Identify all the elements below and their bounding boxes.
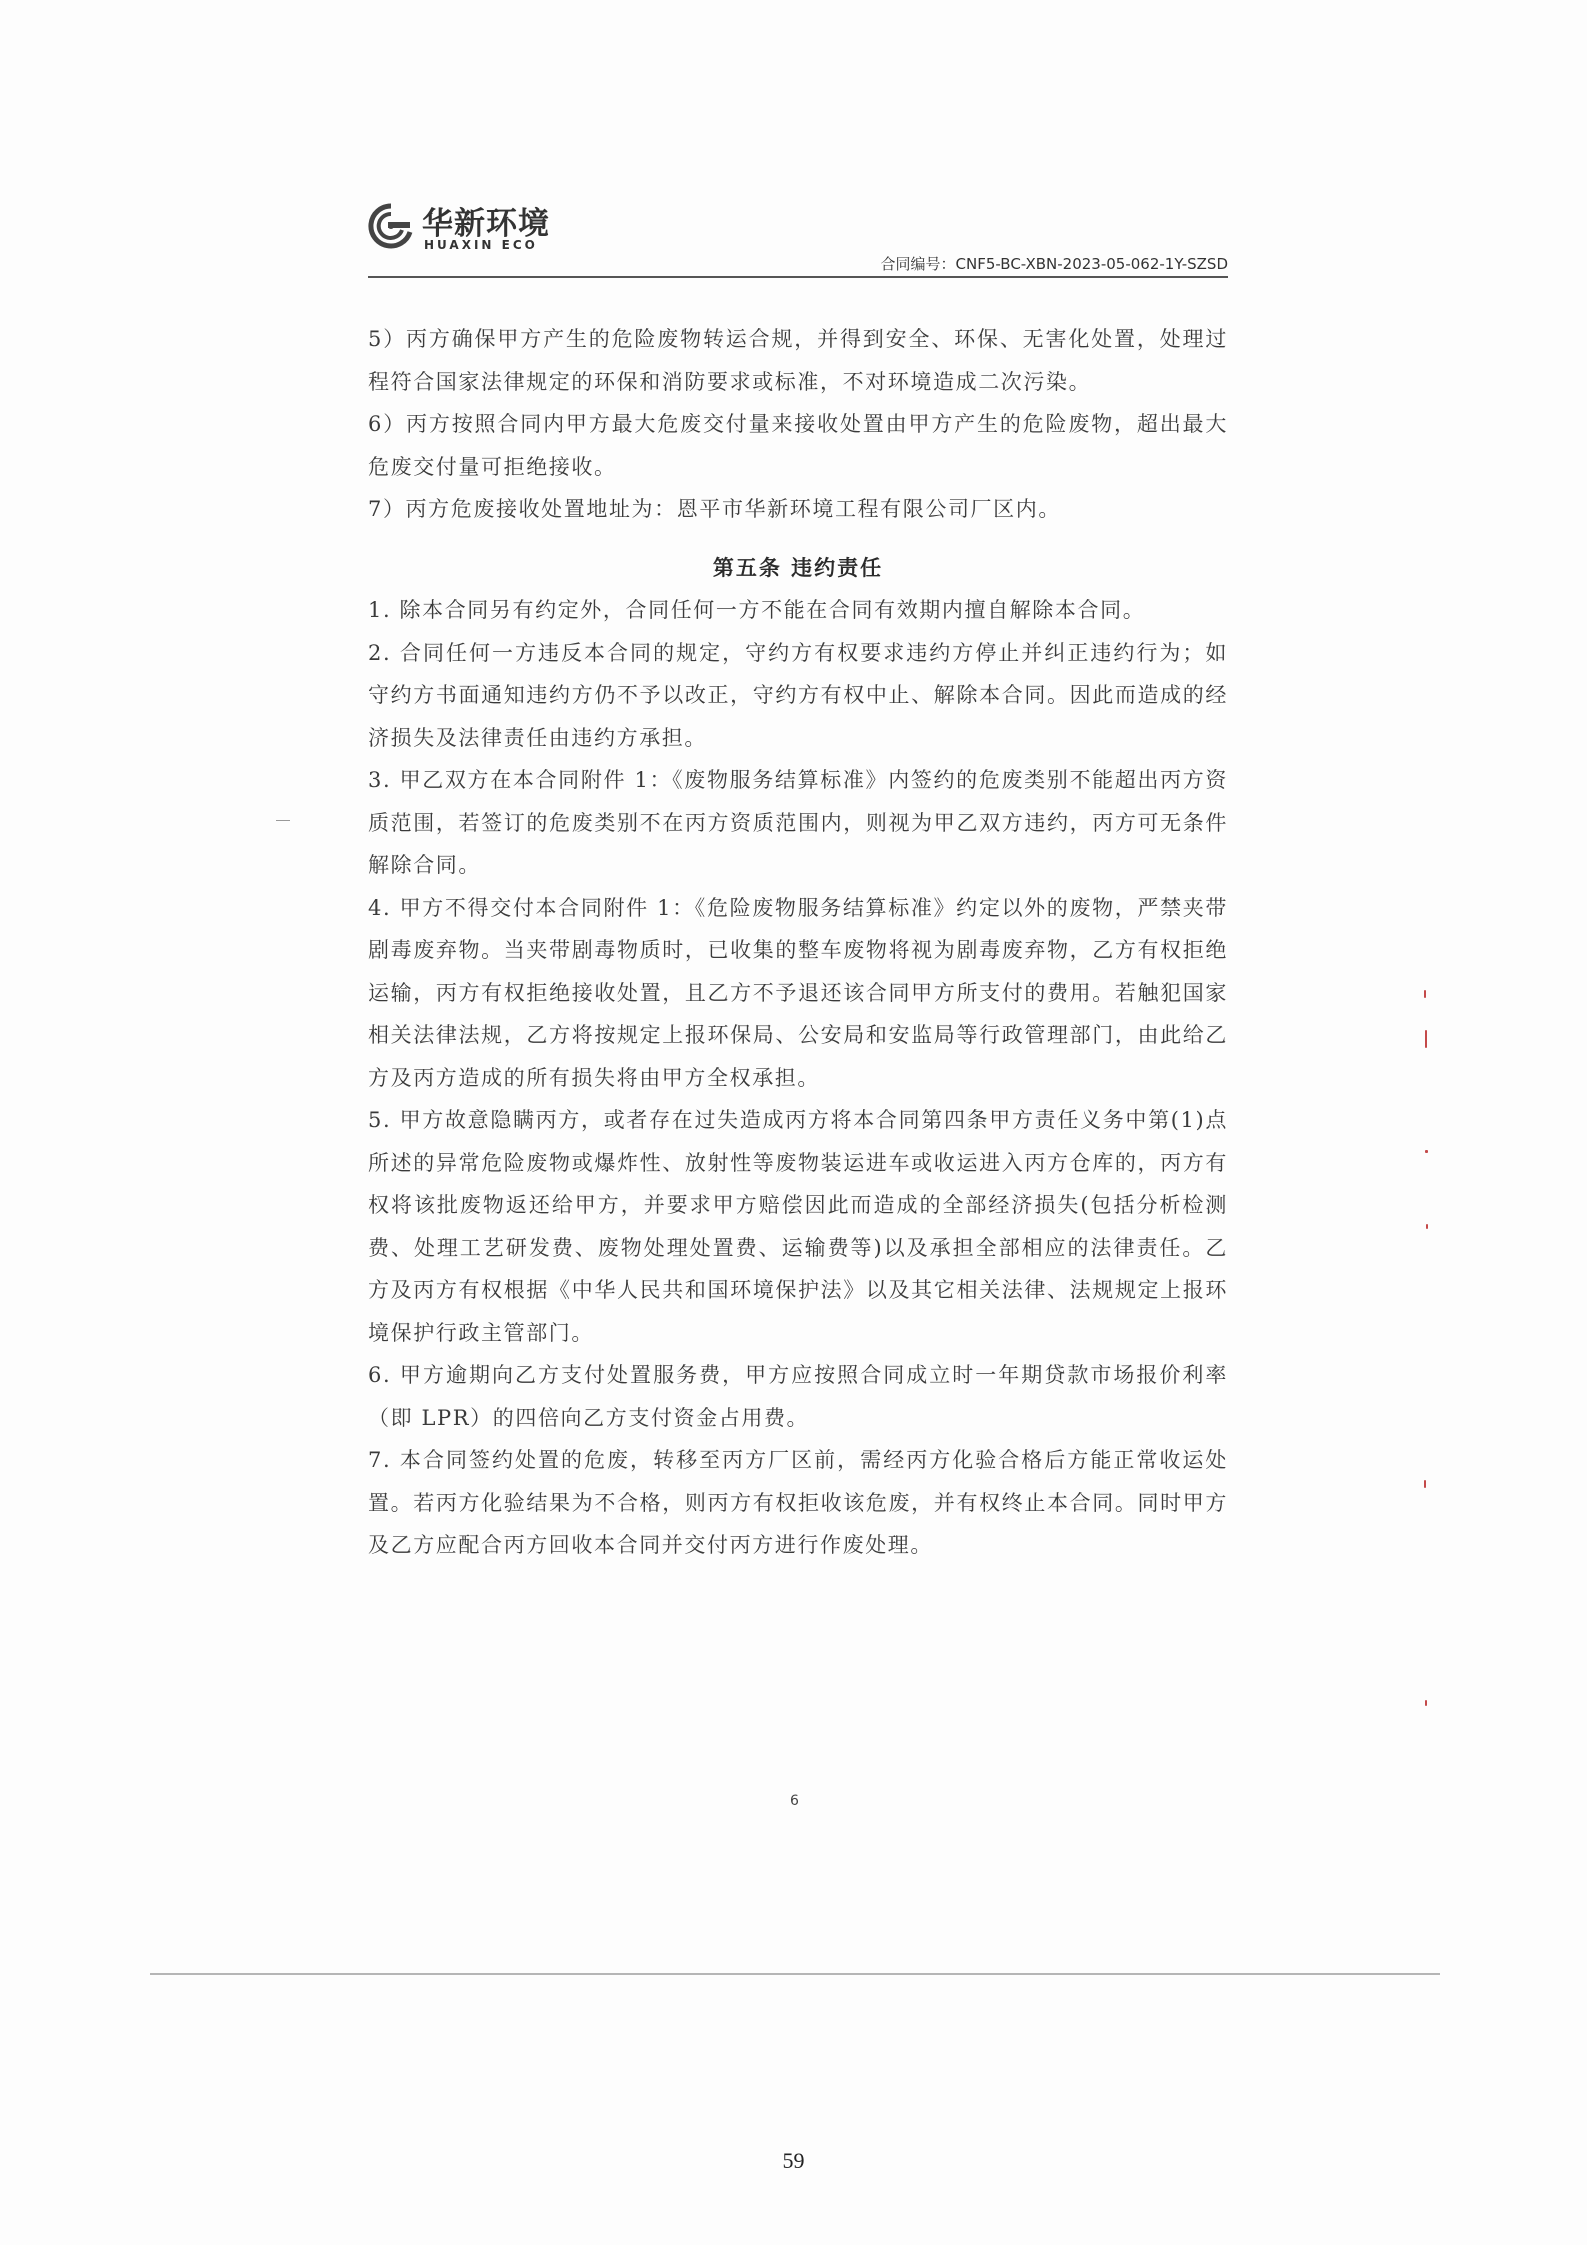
clause-1: 1. 除本合同另有约定外，合同任何一方不能在合同有效期内擅自解除本合同。 bbox=[368, 598, 1146, 622]
clause-2: 2. 合同任何一方违反本合同的规定，守约方有权要求违约方停止并纠正违约行为；如守约方书面通知违约方仍不予以改正，守约方有权中止、解除本合同。因此而造成的经济损失及法律责任由违约方承担。 bbox=[368, 640, 1228, 750]
margin-mark bbox=[1425, 1150, 1428, 1153]
logo-chinese-name: 华新环境 bbox=[422, 206, 550, 242]
paragraph-item-7: 7）丙方危废接收处置地址为：恩平市华新环境工程有限公司厂区内。 bbox=[368, 497, 1061, 521]
inner-page-number: 6 bbox=[790, 1793, 799, 1809]
logo-emblem-icon bbox=[368, 202, 414, 250]
margin-mark bbox=[1425, 1030, 1427, 1048]
margin-mark bbox=[1424, 990, 1426, 998]
header-divider bbox=[368, 276, 1228, 278]
logo-english-name: HUAXIN ECO bbox=[424, 238, 538, 252]
clause-6: 6. 甲方逾期向乙方支付处置服务费，甲方应按照合同成立时一年期贷款市场报价利率（即 LPR）的四倍向乙方支付资金占用费。 bbox=[368, 1363, 1228, 1430]
scan-divider bbox=[150, 1973, 1440, 1975]
document-body bbox=[368, 318, 1228, 1567]
contract-number: 合同编号：CNF5-BC-XBN-2023-05-062-1Y-SZSD bbox=[880, 255, 1228, 273]
outer-page-number: 59 bbox=[782, 2148, 805, 2173]
company-logo bbox=[368, 198, 568, 258]
document-header bbox=[368, 198, 1228, 278]
clause-3: 3. 甲乙双方在本合同附件 1：《废物服务结算标准》内签约的危废类别不能超出丙方资质范围，若签订的危废类别不在丙方资质范围内，则视为甲乙双方违约，丙方可无条件解除合同。 bbox=[368, 768, 1228, 877]
section-title: 第五条 违约责任 bbox=[712, 555, 884, 580]
margin-mark bbox=[1424, 1480, 1426, 1488]
paragraph-item-6: 6）丙方按照合同内甲方最大危废交付量来接收处置由甲方产生的危险废物，超出最大危废交付量可拒绝接收。 bbox=[368, 412, 1228, 479]
margin-mark bbox=[1426, 1224, 1428, 1229]
clause-7: 7. 本合同签约处置的危废，转移至丙方厂区前，需经丙方化验合格后方能正常收运处置。若丙方化验结果为不合格，则丙方有权拒收该危废，并有权终止本合同。同时甲方及乙方应配合丙方回收本合同并交付丙方进行作废处理。 bbox=[368, 1448, 1228, 1557]
scan-artifact bbox=[276, 820, 290, 821]
clause-5: 5. 甲方故意隐瞒丙方，或者存在过失造成丙方将本合同第四条甲方责任义务中第(1)点所述的异常危险废物或爆炸性、放射性等废物装运进车或收运进入丙方仓库的，丙方有权将该批废物返还给甲方，并要求甲方赔偿因此而造成的全部经济损失(包括分析检测费、处理工艺研发费、废物处理处置费、运输费等)以及承担全部相应的法律责任。乙方及丙方有权根据《中华人民共和国环境保护法》以及其它相关法律、法规规定上报环境保护行政主管部门。 bbox=[368, 1108, 1228, 1345]
margin-mark bbox=[1425, 1700, 1427, 1706]
paragraph-item-5: 5）丙方确保甲方产生的危险废物转运合规，并得到安全、环保、无害化处置，处理过程符合国家法律规定的环保和消防要求或标准，不对环境造成二次污染。 bbox=[368, 327, 1228, 394]
clause-4: 4. 甲方不得交付本合同附件 1：《危险废物服务结算标准》约定以外的废物，严禁夹带剧毒废弃物。当夹带剧毒物质时，已收集的整车废物将视为剧毒废弃物，乙方有权拒绝运输，丙方有权拒绝接收处置，且乙方不予退还该合同甲方所支付的费用。若触犯国家相关法律法规，乙方将按规定上报环保局、公安局和安监局等行政管理部门，由此给乙方及丙方造成的所有损失将由甲方全权承担。 bbox=[368, 895, 1228, 1090]
